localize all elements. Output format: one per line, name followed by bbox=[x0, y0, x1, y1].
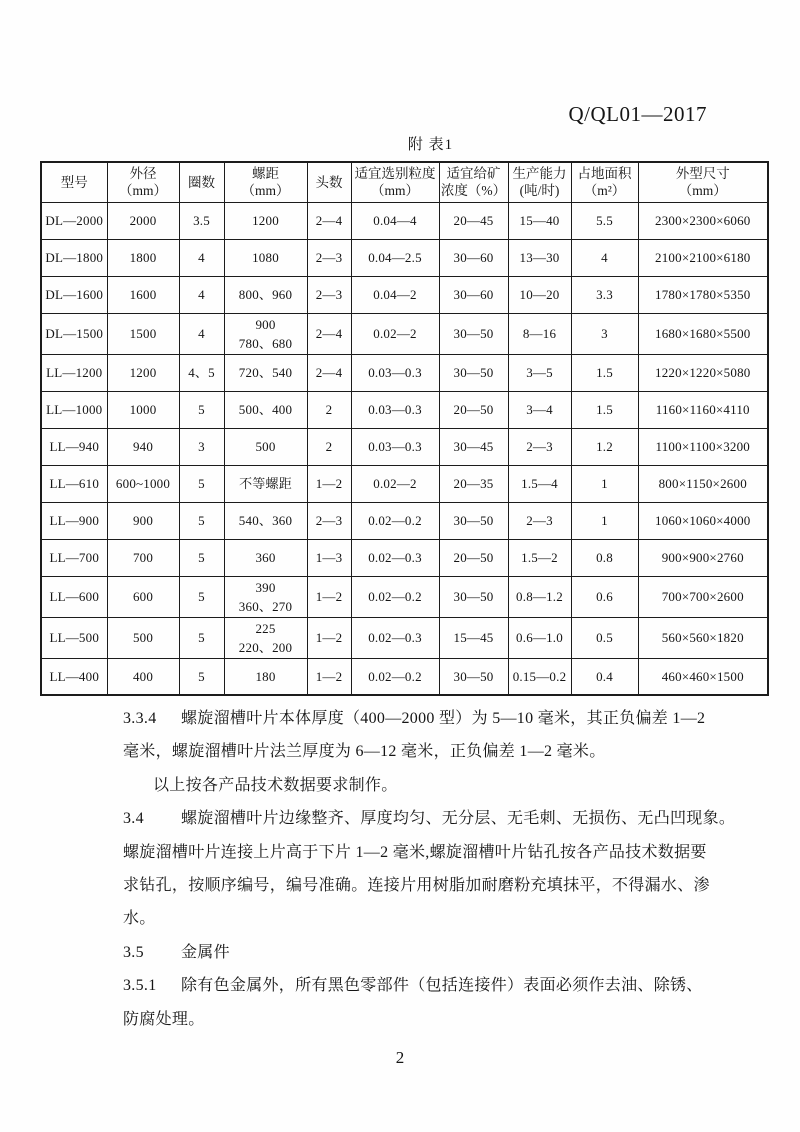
cell-turns: 5 bbox=[179, 539, 224, 576]
body-line bbox=[123, 735, 723, 768]
col-header-dimensions: 外型尺寸 （mm） bbox=[638, 162, 768, 202]
cell-model: LL—900 bbox=[41, 502, 107, 539]
cell-concentration: 30—50 bbox=[439, 502, 508, 539]
cell-model: LL—940 bbox=[41, 428, 107, 465]
cell-model: LL—400 bbox=[41, 658, 107, 695]
cell-pitch: 225 220、200 bbox=[224, 617, 307, 658]
clause-3.5 bbox=[123, 936, 723, 969]
table-title: 附 表1 bbox=[407, 137, 454, 153]
clause-text: 螺旋溜槽叶片边缘整齐、厚度均匀、无分层、无毛刺、无损伤、无凸凹现象。 bbox=[181, 810, 736, 828]
cell-dimensions: 800×1150×2600 bbox=[638, 465, 768, 502]
cell-diameter: 900 bbox=[107, 502, 179, 539]
cell-dimensions: 1680×1680×5500 bbox=[638, 313, 768, 354]
cell-area: 3.3 bbox=[571, 276, 638, 313]
clause-number: 3.4 bbox=[123, 810, 144, 828]
table-row bbox=[41, 539, 768, 576]
cell-particle: 0.02—0.2 bbox=[351, 658, 439, 695]
clause-3.4 bbox=[123, 802, 736, 835]
cell-model: LL—1000 bbox=[41, 391, 107, 428]
cell-diameter: 1800 bbox=[107, 239, 179, 276]
cell-model: DL—1500 bbox=[41, 313, 107, 354]
body-line bbox=[123, 1003, 723, 1036]
cell-concentration: 30—60 bbox=[439, 239, 508, 276]
body-line bbox=[123, 836, 723, 869]
table-row bbox=[41, 428, 768, 465]
page-number: 2 bbox=[395, 1048, 405, 1067]
col-header-capacity: 生产能力 (吨/时) bbox=[508, 162, 571, 202]
col-header-heads: 头数 bbox=[307, 162, 351, 202]
clause-number: 3.5.1 bbox=[123, 977, 157, 995]
cell-heads: 2 bbox=[307, 428, 351, 465]
cell-model: LL—1200 bbox=[41, 354, 107, 391]
table-row bbox=[41, 313, 768, 354]
cell-area: 0.5 bbox=[571, 617, 638, 658]
cell-capacity: 13—30 bbox=[508, 239, 571, 276]
cell-diameter: 600~1000 bbox=[107, 465, 179, 502]
clause-text: 防腐处理。 bbox=[123, 1010, 205, 1028]
cell-capacity: 3—5 bbox=[508, 354, 571, 391]
cell-diameter: 1500 bbox=[107, 313, 179, 354]
cell-pitch: 800、960 bbox=[224, 276, 307, 313]
cell-concentration: 15—45 bbox=[439, 617, 508, 658]
cell-capacity: 8—16 bbox=[508, 313, 571, 354]
cell-particle: 0.02—0.3 bbox=[351, 617, 439, 658]
cell-diameter: 1000 bbox=[107, 391, 179, 428]
cell-capacity: 1.5—4 bbox=[508, 465, 571, 502]
clause-text: 除有色金属外，所有黑色零部件（包括连接件）表面必须作去油、除锈、 bbox=[181, 977, 703, 995]
cell-particle: 0.02—0.2 bbox=[351, 502, 439, 539]
table-row bbox=[41, 276, 768, 313]
cell-dimensions: 1160×1160×4110 bbox=[638, 391, 768, 428]
cell-pitch: 360 bbox=[224, 539, 307, 576]
col-header-diameter: 外径 （mm） bbox=[107, 162, 179, 202]
clause-text: 以上按各产品技术数据要求制作。 bbox=[153, 776, 398, 794]
col-header-pitch: 螺距 （mm） bbox=[224, 162, 307, 202]
cell-heads: 2—3 bbox=[307, 502, 351, 539]
cell-particle: 0.02—2 bbox=[351, 313, 439, 354]
cell-particle: 0.04—4 bbox=[351, 202, 439, 239]
cell-area: 0.6 bbox=[571, 576, 638, 617]
cell-heads: 1—2 bbox=[307, 465, 351, 502]
spec-table bbox=[40, 161, 769, 696]
cell-heads: 1—3 bbox=[307, 539, 351, 576]
clause-3.5.1 bbox=[123, 969, 723, 1002]
table-row bbox=[41, 391, 768, 428]
cell-turns: 3 bbox=[179, 428, 224, 465]
cell-turns: 3.5 bbox=[179, 202, 224, 239]
cell-dimensions: 2300×2300×6060 bbox=[638, 202, 768, 239]
cell-concentration: 30—50 bbox=[439, 658, 508, 695]
cell-dimensions: 700×700×2600 bbox=[638, 576, 768, 617]
table-row bbox=[41, 239, 768, 276]
cell-area: 5.5 bbox=[571, 202, 638, 239]
cell-model: DL—1600 bbox=[41, 276, 107, 313]
cell-dimensions: 460×460×1500 bbox=[638, 658, 768, 695]
cell-particle: 0.03—0.3 bbox=[351, 391, 439, 428]
col-header-area: 占地面积 （m²） bbox=[571, 162, 638, 202]
cell-heads: 1—2 bbox=[307, 617, 351, 658]
cell-concentration: 20—50 bbox=[439, 391, 508, 428]
cell-diameter: 600 bbox=[107, 576, 179, 617]
cell-dimensions: 560×560×1820 bbox=[638, 617, 768, 658]
cell-diameter: 1200 bbox=[107, 354, 179, 391]
cell-turns: 4 bbox=[179, 239, 224, 276]
cell-dimensions: 1220×1220×5080 bbox=[638, 354, 768, 391]
cell-particle: 0.02—0.2 bbox=[351, 576, 439, 617]
cell-model: DL—1800 bbox=[41, 239, 107, 276]
clause-text: 螺旋溜槽叶片连接上片高于下片 1—2 毫米,螺旋溜槽叶片钻孔按各产品技术数据要 bbox=[123, 843, 707, 861]
table-row bbox=[41, 202, 768, 239]
clause-text: 水。 bbox=[123, 910, 156, 928]
cell-turns: 5 bbox=[179, 617, 224, 658]
cell-area: 1 bbox=[571, 465, 638, 502]
col-header-concentration: 适宜给矿 浓度（%） bbox=[439, 162, 508, 202]
cell-particle: 0.03—0.3 bbox=[351, 428, 439, 465]
body-line bbox=[123, 869, 723, 902]
cell-heads: 2—3 bbox=[307, 239, 351, 276]
cell-capacity: 3—4 bbox=[508, 391, 571, 428]
cell-capacity: 15—40 bbox=[508, 202, 571, 239]
cell-pitch: 390 360、270 bbox=[224, 576, 307, 617]
cell-area: 1 bbox=[571, 502, 638, 539]
cell-area: 1.2 bbox=[571, 428, 638, 465]
table-row bbox=[41, 576, 768, 617]
cell-capacity: 10—20 bbox=[508, 276, 571, 313]
cell-dimensions: 1100×1100×3200 bbox=[638, 428, 768, 465]
cell-capacity: 0.15—0.2 bbox=[508, 658, 571, 695]
cell-diameter: 2000 bbox=[107, 202, 179, 239]
cell-capacity: 2—3 bbox=[508, 428, 571, 465]
cell-particle: 0.03—0.3 bbox=[351, 354, 439, 391]
cell-heads: 2—4 bbox=[307, 313, 351, 354]
cell-turns: 5 bbox=[179, 658, 224, 695]
cell-turns: 5 bbox=[179, 502, 224, 539]
cell-dimensions: 900×900×2760 bbox=[638, 539, 768, 576]
cell-dimensions: 2100×2100×6180 bbox=[638, 239, 768, 276]
clause-number: 3.3.4 bbox=[123, 710, 157, 727]
cell-model: DL—2000 bbox=[41, 202, 107, 239]
body-line bbox=[153, 769, 723, 802]
table-row bbox=[41, 502, 768, 539]
cell-model: LL—500 bbox=[41, 617, 107, 658]
cell-pitch: 1080 bbox=[224, 239, 307, 276]
cell-area: 1.5 bbox=[571, 391, 638, 428]
clause-text: 求钻孔，按顺序编号，编号准确。连接片用树脂加耐磨粉充填抹平，不得漏水、渗 bbox=[123, 876, 710, 894]
cell-capacity: 1.5—2 bbox=[508, 539, 571, 576]
cell-capacity: 0.6—1.0 bbox=[508, 617, 571, 658]
col-header-particle: 适宜选别粒度 （mm） bbox=[351, 162, 439, 202]
cell-pitch: 500、400 bbox=[224, 391, 307, 428]
cell-concentration: 30—60 bbox=[439, 276, 508, 313]
cell-heads: 1—2 bbox=[307, 576, 351, 617]
cell-heads: 2—4 bbox=[307, 202, 351, 239]
cell-concentration: 30—50 bbox=[439, 576, 508, 617]
cell-model: LL—700 bbox=[41, 539, 107, 576]
cell-pitch: 180 bbox=[224, 658, 307, 695]
table-row bbox=[41, 658, 768, 695]
cell-concentration: 20—35 bbox=[439, 465, 508, 502]
cell-area: 3 bbox=[571, 313, 638, 354]
cell-capacity: 2—3 bbox=[508, 502, 571, 539]
cell-dimensions: 1780×1780×5350 bbox=[638, 276, 768, 313]
cell-particle: 0.02—0.3 bbox=[351, 539, 439, 576]
cell-turns: 4、5 bbox=[179, 354, 224, 391]
cell-diameter: 500 bbox=[107, 617, 179, 658]
cell-pitch: 720、540 bbox=[224, 354, 307, 391]
cell-pitch: 900 780、680 bbox=[224, 313, 307, 354]
cell-heads: 1—2 bbox=[307, 658, 351, 695]
cell-dimensions: 1060×1060×4000 bbox=[638, 502, 768, 539]
cell-area: 0.4 bbox=[571, 658, 638, 695]
cell-capacity: 0.8—1.2 bbox=[508, 576, 571, 617]
col-header-model: 型号 bbox=[41, 162, 107, 202]
clause-text: 螺旋溜槽叶片本体厚度（400—2000 型）为 5—10 毫米，其正负偏差 1—2 bbox=[181, 710, 706, 727]
cell-particle: 0.02—2 bbox=[351, 465, 439, 502]
cell-concentration: 30—50 bbox=[439, 313, 508, 354]
cell-concentration: 30—45 bbox=[439, 428, 508, 465]
cell-model: LL—610 bbox=[41, 465, 107, 502]
cell-area: 0.8 bbox=[571, 539, 638, 576]
cell-pitch: 500 bbox=[224, 428, 307, 465]
table-row bbox=[41, 465, 768, 502]
cell-concentration: 20—45 bbox=[439, 202, 508, 239]
cell-diameter: 1600 bbox=[107, 276, 179, 313]
cell-model: LL—600 bbox=[41, 576, 107, 617]
cell-turns: 5 bbox=[179, 465, 224, 502]
cell-turns: 4 bbox=[179, 313, 224, 354]
cell-particle: 0.04—2 bbox=[351, 276, 439, 313]
cell-turns: 4 bbox=[179, 276, 224, 313]
clause-text: 金属件 bbox=[181, 943, 230, 961]
cell-pitch: 不等螺距 bbox=[224, 465, 307, 502]
cell-turns: 5 bbox=[179, 576, 224, 617]
table-header-row bbox=[41, 162, 768, 202]
cell-concentration: 30—50 bbox=[439, 354, 508, 391]
cell-heads: 2—3 bbox=[307, 276, 351, 313]
cell-area: 4 bbox=[571, 239, 638, 276]
body-text bbox=[123, 702, 736, 1036]
cell-diameter: 700 bbox=[107, 539, 179, 576]
cell-diameter: 400 bbox=[107, 658, 179, 695]
body-line bbox=[123, 902, 723, 935]
clause-number: 3.5 bbox=[123, 943, 144, 961]
cell-heads: 2—4 bbox=[307, 354, 351, 391]
clause-text: 毫米，螺旋溜槽叶片法兰厚度为 6—12 毫米，正负偏差 1—2 毫米。 bbox=[123, 743, 606, 761]
cell-turns: 5 bbox=[179, 391, 224, 428]
clause-3.3.4 bbox=[123, 702, 723, 735]
table-row bbox=[41, 354, 768, 391]
cell-heads: 2 bbox=[307, 391, 351, 428]
cell-area: 1.5 bbox=[571, 354, 638, 391]
document-number: Q/QL01—2017 bbox=[568, 102, 707, 126]
table-row bbox=[41, 617, 768, 658]
cell-pitch: 1200 bbox=[224, 202, 307, 239]
cell-diameter: 940 bbox=[107, 428, 179, 465]
cell-particle: 0.04—2.5 bbox=[351, 239, 439, 276]
cell-concentration: 20—50 bbox=[439, 539, 508, 576]
col-header-turns: 圈数 bbox=[179, 162, 224, 202]
cell-pitch: 540、360 bbox=[224, 502, 307, 539]
